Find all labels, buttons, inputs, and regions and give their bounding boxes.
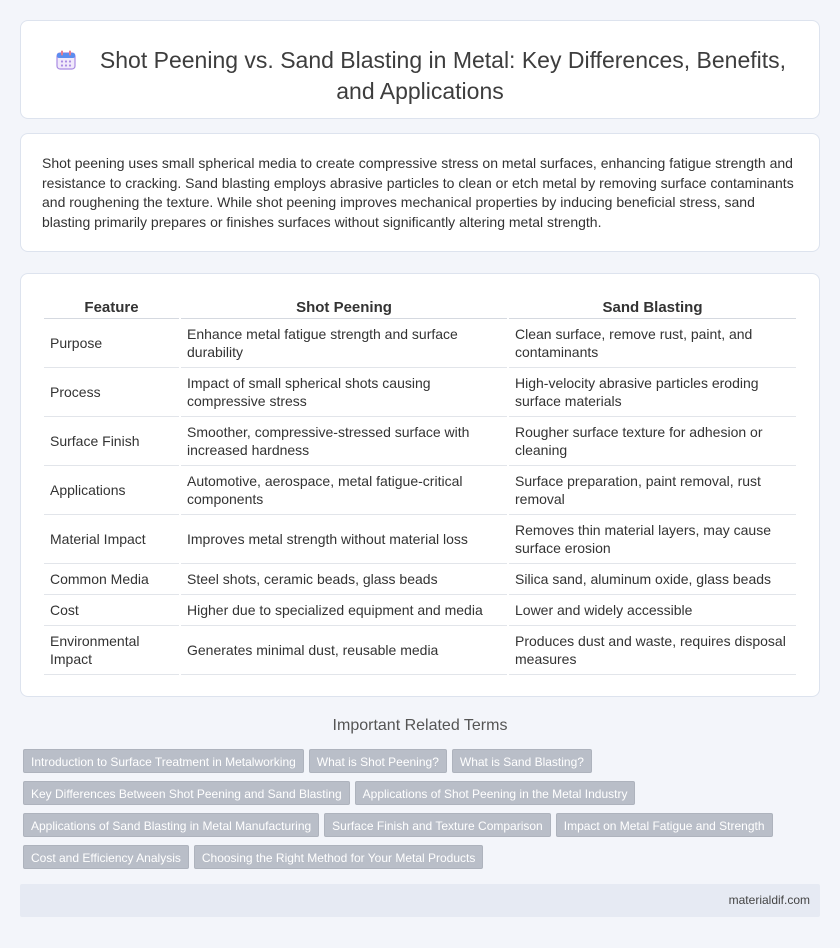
- table-row: [44, 564, 796, 595]
- related-term-tag[interactable]: Surface Finish and Texture Comparison: [324, 813, 551, 837]
- intro-card: [20, 133, 820, 252]
- table-row: [44, 595, 796, 626]
- related-term-tag[interactable]: Key Differences Between Shot Peening and Sand Blasting: [23, 781, 350, 805]
- header-sand-blasting: Sand Blasting: [509, 296, 796, 319]
- row-shot-peening: Generates minimal dust, reusable media: [181, 626, 507, 675]
- row-sand-blasting: Removes thin material layers, may cause surface erosion: [509, 515, 796, 564]
- page-title: [50, 45, 790, 107]
- header-shot-peening: Shot Peening: [181, 296, 507, 319]
- row-sand-blasting: Silica sand, aluminum oxide, glass beads: [509, 564, 796, 595]
- page-title-text: Shot Peening vs. Sand Blasting in Metal: Key Differences, Benefits, and Applications: [99, 47, 787, 104]
- row-feature: Material Impact: [44, 515, 179, 564]
- tag-row: [23, 845, 803, 877]
- row-feature: Process: [44, 368, 179, 417]
- title-card: [20, 20, 820, 119]
- related-term-tag[interactable]: What is Shot Peening?: [309, 749, 447, 773]
- related-terms-list: [23, 749, 803, 877]
- related-term-tag[interactable]: Impact on Metal Fatigue and Strength: [556, 813, 773, 837]
- tag-row: [23, 781, 803, 813]
- table-row: [44, 417, 796, 466]
- row-sand-blasting: Clean surface, remove rust, paint, and contaminants: [509, 319, 796, 368]
- related-term-tag[interactable]: What is Sand Blasting?: [452, 749, 592, 773]
- row-sand-blasting: High-velocity abrasive particles eroding surface materials: [509, 368, 796, 417]
- row-feature: Environmental Impact: [44, 626, 179, 675]
- row-shot-peening: Improves metal strength without material loss: [181, 515, 507, 564]
- row-feature: Purpose: [44, 319, 179, 368]
- row-sand-blasting: Produces dust and waste, requires disposal measures: [509, 626, 796, 675]
- table-row: [44, 319, 796, 368]
- row-sand-blasting: Rougher surface texture for adhesion or cleaning: [509, 417, 796, 466]
- footer-bar: [20, 884, 820, 917]
- row-shot-peening: Enhance metal fatigue strength and surface durability: [181, 319, 507, 368]
- comparison-table: [42, 296, 798, 675]
- intro-paragraph: Shot peening uses small spherical media to create compressive stress on metal surfaces, enhancing fatigue strength and resistance to cracking. Sand blasting employs abrasive particles to clean or etch metal by removing surface contaminants and roughening the texture. While shot peening improves mechanical properties by inducing beneficial stress, sand blasting primarily prepares or finishes surfaces without significantly altering metal strength.: [42, 155, 794, 230]
- table-row: [44, 626, 796, 675]
- calendar-icon: [54, 48, 78, 72]
- footer-site-link[interactable]: materialdif.com: [728, 893, 810, 907]
- row-feature: Surface Finish: [44, 417, 179, 466]
- row-sand-blasting: Surface preparation, paint removal, rust removal: [509, 466, 796, 515]
- related-term-tag[interactable]: Applications of Sand Blasting in Metal Manufacturing: [23, 813, 319, 837]
- row-shot-peening: Impact of small spherical shots causing compressive stress: [181, 368, 507, 417]
- related-term-tag[interactable]: Applications of Shot Peening in the Metal Industry: [355, 781, 636, 805]
- header-feature: Feature: [44, 296, 179, 319]
- row-feature: Cost: [44, 595, 179, 626]
- related-term-tag[interactable]: Choosing the Right Method for Your Metal Products: [194, 845, 484, 869]
- row-feature: Applications: [44, 466, 179, 515]
- tag-row: [23, 749, 803, 781]
- row-shot-peening: Higher due to specialized equipment and media: [181, 595, 507, 626]
- comparison-card: [20, 273, 820, 697]
- table-header-row: [44, 296, 796, 319]
- related-term-tag[interactable]: Introduction to Surface Treatment in Metalworking: [23, 749, 304, 773]
- row-feature: Common Media: [44, 564, 179, 595]
- related-term-tag[interactable]: Cost and Efficiency Analysis: [23, 845, 189, 869]
- row-sand-blasting: Lower and widely accessible: [509, 595, 796, 626]
- related-terms-title: Important Related Terms: [332, 717, 508, 734]
- title-wrap: [21, 45, 819, 107]
- row-shot-peening: Steel shots, ceramic beads, glass beads: [181, 564, 507, 595]
- table-row: [44, 368, 796, 417]
- row-shot-peening: Automotive, aerospace, metal fatigue-critical components: [181, 466, 507, 515]
- row-shot-peening: Smoother, compressive-stressed surface with increased hardness: [181, 417, 507, 466]
- table-row: [44, 466, 796, 515]
- table-row: [44, 515, 796, 564]
- tag-row: [23, 813, 803, 845]
